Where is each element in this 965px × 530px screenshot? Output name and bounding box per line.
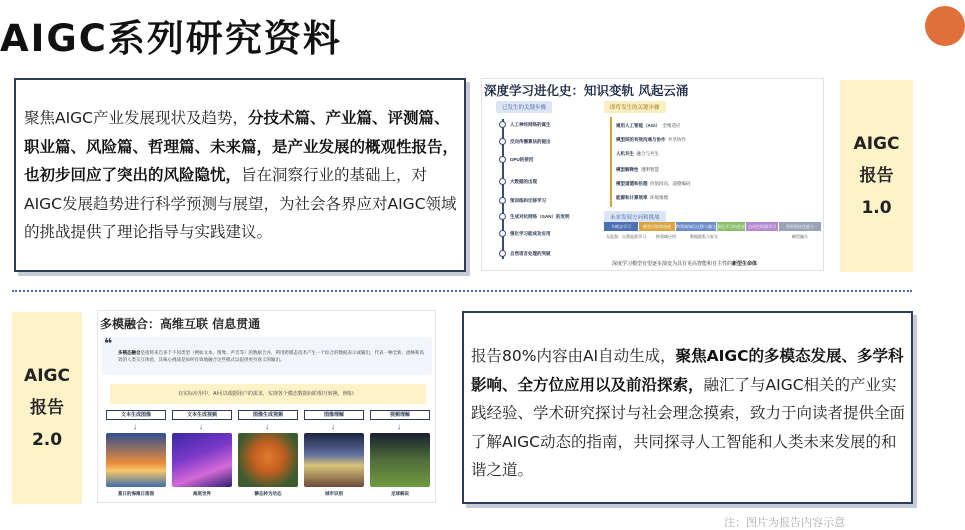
- report-1-description: [24, 104, 458, 247]
- modality-label: 文本生成图像: [106, 410, 166, 420]
- timeline-item: 人工神经网络的诞生: [510, 122, 551, 127]
- definition-quote: 多模态融合是指将来自多个不同类型（例如文本、图像、声音等）的数据合并，利用跨模态技术产生一个综合的数据表示或输出，代表一种全新、流畅和高效的人类交互体验，其核心挑战是如何有效地融合这些模式以提供更有意义的输出。: [118, 350, 424, 362]
- modality-label: 图像理解: [304, 410, 364, 420]
- report-2-intro: 报告80%内容由AI自动生成，: [471, 347, 676, 365]
- figure-1-footer: 深度学习模型有望逐步演变为具有更高智能和自主性的新型生命体: [612, 261, 758, 267]
- timeline-dot: [499, 250, 506, 257]
- future-item: 强化学习的进步: [717, 224, 745, 229]
- aigc-report-2-badge: [12, 312, 82, 504]
- timeline-dot: [499, 178, 506, 185]
- figure-1-title: 深度学习进化史：知识变轨 风起云涌: [484, 83, 689, 98]
- corner-accent-shape: [925, 6, 965, 46]
- future-item: 模型压缩和加速: [639, 222, 675, 231]
- future-item: 更好的泛化能力: [779, 222, 821, 231]
- timeline-dot: [499, 156, 506, 163]
- arrow-down-icon: ↓: [199, 422, 203, 431]
- section-divider: [12, 290, 912, 292]
- report-1-highlight: 分技术篇、产业篇、评测篇、职业篇、风险篇、哲理篇、未来篇，是产业发展的概观性报告，也初步回应了突出的风险隐忧，: [24, 109, 459, 184]
- deep-learning-evolution-figure: [481, 78, 824, 271]
- timeline-item: 大数据的出现: [510, 179, 537, 184]
- modality-caption: 夏日的海滩日落图: [118, 491, 154, 496]
- city-scene-image: [304, 433, 364, 487]
- future-sub-item: 模型融合: [792, 234, 808, 239]
- future-sub-item: 无监督、自我监督学习: [606, 234, 646, 239]
- figure-1-right-tag: 即将发生的关键步骤: [604, 101, 666, 113]
- timeline-item: 强化学习能成功应用: [510, 231, 551, 236]
- arrow-down-icon: ↓: [397, 422, 401, 431]
- timeline-item: 自然语言处理的突破: [510, 251, 551, 256]
- arrow-down-icon: ↓: [133, 422, 137, 431]
- upcoming-steps-list: [610, 117, 780, 207]
- upcoming-step: 人机共生 融合与共生: [616, 151, 660, 156]
- quote-icon: ❝: [104, 335, 113, 351]
- modality-caption: 城市识别: [325, 491, 343, 496]
- timeline-item: GPU的使用: [510, 157, 534, 162]
- figure-1-left-tag: 已发生的关键步骤: [496, 101, 552, 113]
- badge-2-line2: 报告: [30, 398, 64, 418]
- badge-1-line3: 1.0: [861, 198, 892, 218]
- future-item: 多模态学习: [604, 222, 638, 231]
- football-scene-image: [370, 433, 430, 487]
- future-item: 自动化机器学习: [748, 224, 776, 229]
- future-item: 跨领域知识迁移与融合: [676, 224, 716, 229]
- modality-caption: 海底世界: [193, 491, 211, 496]
- page-title: AIGC系列研究资料: [0, 17, 342, 60]
- timeline-dot: [499, 230, 506, 237]
- underwater-image: [172, 433, 232, 487]
- timeline-dot: [499, 121, 506, 128]
- modality-label: 文本生成视频: [172, 410, 232, 420]
- definition-quote-box: [102, 337, 432, 375]
- report-2-description: [471, 342, 905, 485]
- timeline-dot: [499, 213, 506, 220]
- future-sub-item: 跨领域应用: [656, 234, 676, 239]
- report-2-rest: 融汇了与AIGC相关的产业实践经验、学术研究探讨与社会理念摸索，致力于向读者提供全面了解AIGC动态的指南，共同探寻人工智能和人类未来发展的和谐之道。: [471, 375, 906, 479]
- future-sub-item: 数据隐私与安全: [690, 234, 718, 239]
- report-1-intro: 聚焦AIGC产业发展现状及趋势，: [24, 109, 249, 127]
- timeline-item: 反向传播算法的提出: [510, 139, 551, 144]
- modality-caption: 足球解说: [391, 491, 409, 496]
- badge-2-line3: 2.0: [31, 430, 63, 450]
- upcoming-step: 模型道德和伦理 价值同向，道德编码: [616, 181, 691, 186]
- modality-label: 视频理解: [370, 410, 430, 420]
- arrow-down-icon: ↓: [265, 422, 269, 431]
- badge-1-line1: AIGC: [853, 134, 900, 154]
- badge-1-line2: 报告: [859, 166, 894, 186]
- upcoming-step: 模型解释性 透明智慧: [616, 167, 660, 172]
- modality-label: 图像生成视频: [238, 410, 298, 420]
- report-1-rest: 旨在洞察行业的基础上，对AIGC发展趋势进行科学预测与展望，为社会各界应对AIGC领域的挑战提供了理论指导与实践建议。: [24, 166, 457, 241]
- badge-2-line1: AIGC: [24, 366, 70, 386]
- report-1-description-card: [14, 78, 466, 272]
- future-directions-label: 未来发展方向和挑战: [604, 211, 666, 223]
- upcoming-step: 能源和计算效率 环境推理: [616, 195, 669, 200]
- figure-2-title: 多模融合：高维互联 信息贯通: [100, 317, 261, 331]
- modality-caption: 静态转为动态: [254, 491, 282, 496]
- application-band: 在实际应用中，AI可以根据用户的需求，实现各个模态数据间的相互转换，例如：: [110, 384, 426, 404]
- timeline-item: 生成对抗网络（GAN）的发明: [510, 214, 570, 219]
- timeline-dot: [499, 197, 506, 204]
- timeline-item: 预训练和迁移学习: [510, 198, 546, 203]
- multimodal-fusion-figure: [97, 310, 436, 503]
- footer-note: 注：图片为报告内容示意: [724, 517, 845, 529]
- upcoming-step: 通用人工智能（AGI） 全维适应: [616, 123, 681, 128]
- report-2-description-card: [462, 311, 913, 504]
- aigc-report-1-badge: [840, 80, 913, 272]
- upcoming-step: 模型间的有效沟通与协作 共享协作: [616, 137, 687, 142]
- report-2-highlight: 聚焦AIGC的多模态发展、多学科影响、全方位应用以及前沿探索，: [471, 347, 904, 394]
- arrow-down-icon: ↓: [331, 422, 335, 431]
- timeline-dot: [499, 138, 506, 145]
- animated-squirrel-image: [238, 433, 298, 487]
- sunset-beach-image: [106, 433, 166, 487]
